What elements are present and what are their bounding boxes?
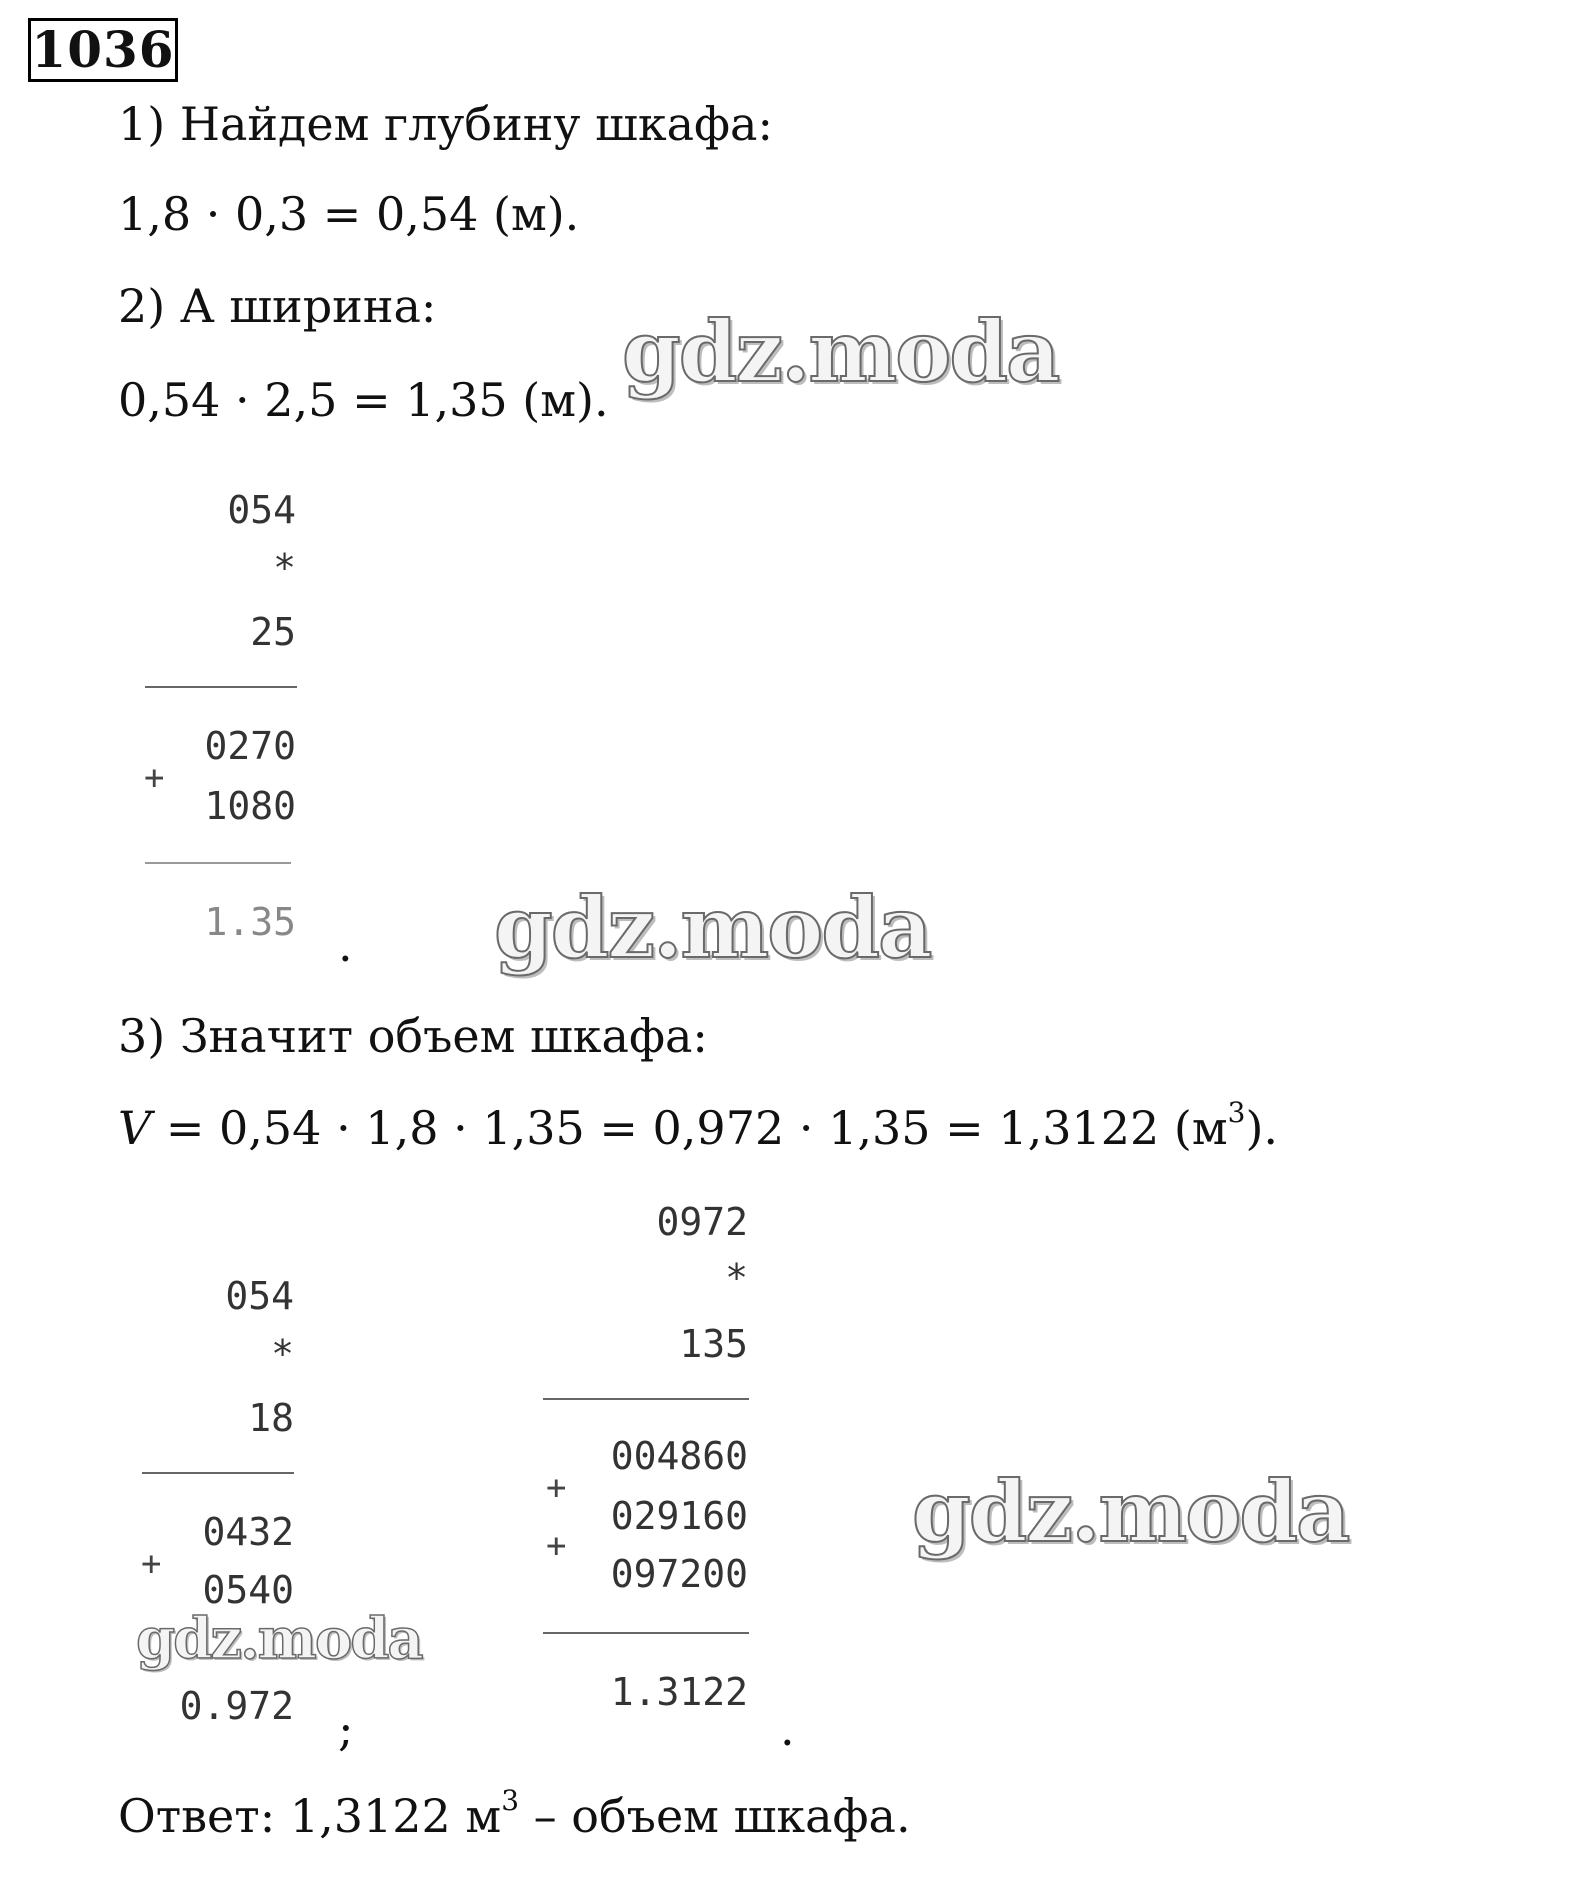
col1-result: 1.35 xyxy=(204,900,296,944)
col3-rule-bottom xyxy=(543,1632,749,1634)
col1-partial-2: 1080 xyxy=(204,784,296,828)
col3-multiplicand: 0972 xyxy=(656,1200,748,1244)
col2-operator: * xyxy=(271,1332,294,1376)
col3-partial-3: 097200 xyxy=(610,1552,748,1596)
col3-plus-1: + xyxy=(546,1468,567,1508)
col2-partial-2: 0540 xyxy=(202,1568,294,1612)
col1-rule-top xyxy=(145,686,297,688)
step3-heading: 3) Значит объем шкафа: xyxy=(118,1009,708,1063)
answer-exponent: 3 xyxy=(501,1784,520,1817)
watermark-2: gdz.moda xyxy=(494,878,931,977)
watermark-1: gdz.moda xyxy=(622,302,1059,401)
col3-plus-2: + xyxy=(546,1526,567,1566)
answer-line xyxy=(118,1784,911,1844)
col3-end-dot: . xyxy=(780,1702,795,1756)
step1-heading: 1) Найдем глубину шкафа: xyxy=(118,97,773,151)
col2-partial-1: 0432 xyxy=(202,1510,294,1554)
col3-partial-2: 029160 xyxy=(610,1494,748,1538)
col1-plus: + xyxy=(144,758,165,798)
watermark-3: gdz.moda xyxy=(912,1462,1349,1561)
col2-rule-top xyxy=(142,1472,294,1474)
col3-operator: * xyxy=(725,1256,748,1300)
col1-multiplier: 25 xyxy=(250,610,296,654)
col1-rule-bottom xyxy=(145,862,291,864)
step1-calc: 1,8 · 0,3 = 0,54 (м). xyxy=(118,187,580,241)
col2-multiplier: 18 xyxy=(248,1396,294,1440)
step2-heading: 2) А ширина: xyxy=(118,279,437,333)
step3-calc-exponent: 3 xyxy=(1227,1096,1246,1129)
col3-rule-top xyxy=(543,1398,749,1400)
col3-result: 1.3122 xyxy=(610,1670,748,1714)
col2-result: 0.972 xyxy=(179,1684,294,1728)
col3-multiplier: 135 xyxy=(679,1322,748,1366)
col2-plus: + xyxy=(141,1544,162,1584)
col1-partial-1: 0270 xyxy=(204,724,296,768)
answer-tail: – объем шкафа. xyxy=(519,1789,911,1843)
col2-multiplicand: 054 xyxy=(225,1274,294,1318)
col2-end-semicolon: ; xyxy=(338,1702,354,1756)
volume-variable: V xyxy=(118,1101,152,1155)
answer-main: Ответ: 1,3122 м xyxy=(118,1789,502,1843)
col1-end-dot: . xyxy=(338,918,353,972)
col1-operator: * xyxy=(273,546,296,590)
step3-calc-tail: ). xyxy=(1245,1101,1279,1155)
col1-multiplicand: 054 xyxy=(227,488,296,532)
step3-calc xyxy=(118,1096,1279,1156)
problem-number: 1036 xyxy=(28,18,178,82)
step3-calc-main: = 0,54 · 1,8 · 1,35 = 0,972 · 1,35 = 1,3122 (м xyxy=(151,1101,1228,1155)
step2-calc: 0,54 · 2,5 = 1,35 (м). xyxy=(118,373,609,427)
watermark-4: gdz.moda xyxy=(136,1606,422,1672)
col3-partial-1: 004860 xyxy=(610,1434,748,1478)
